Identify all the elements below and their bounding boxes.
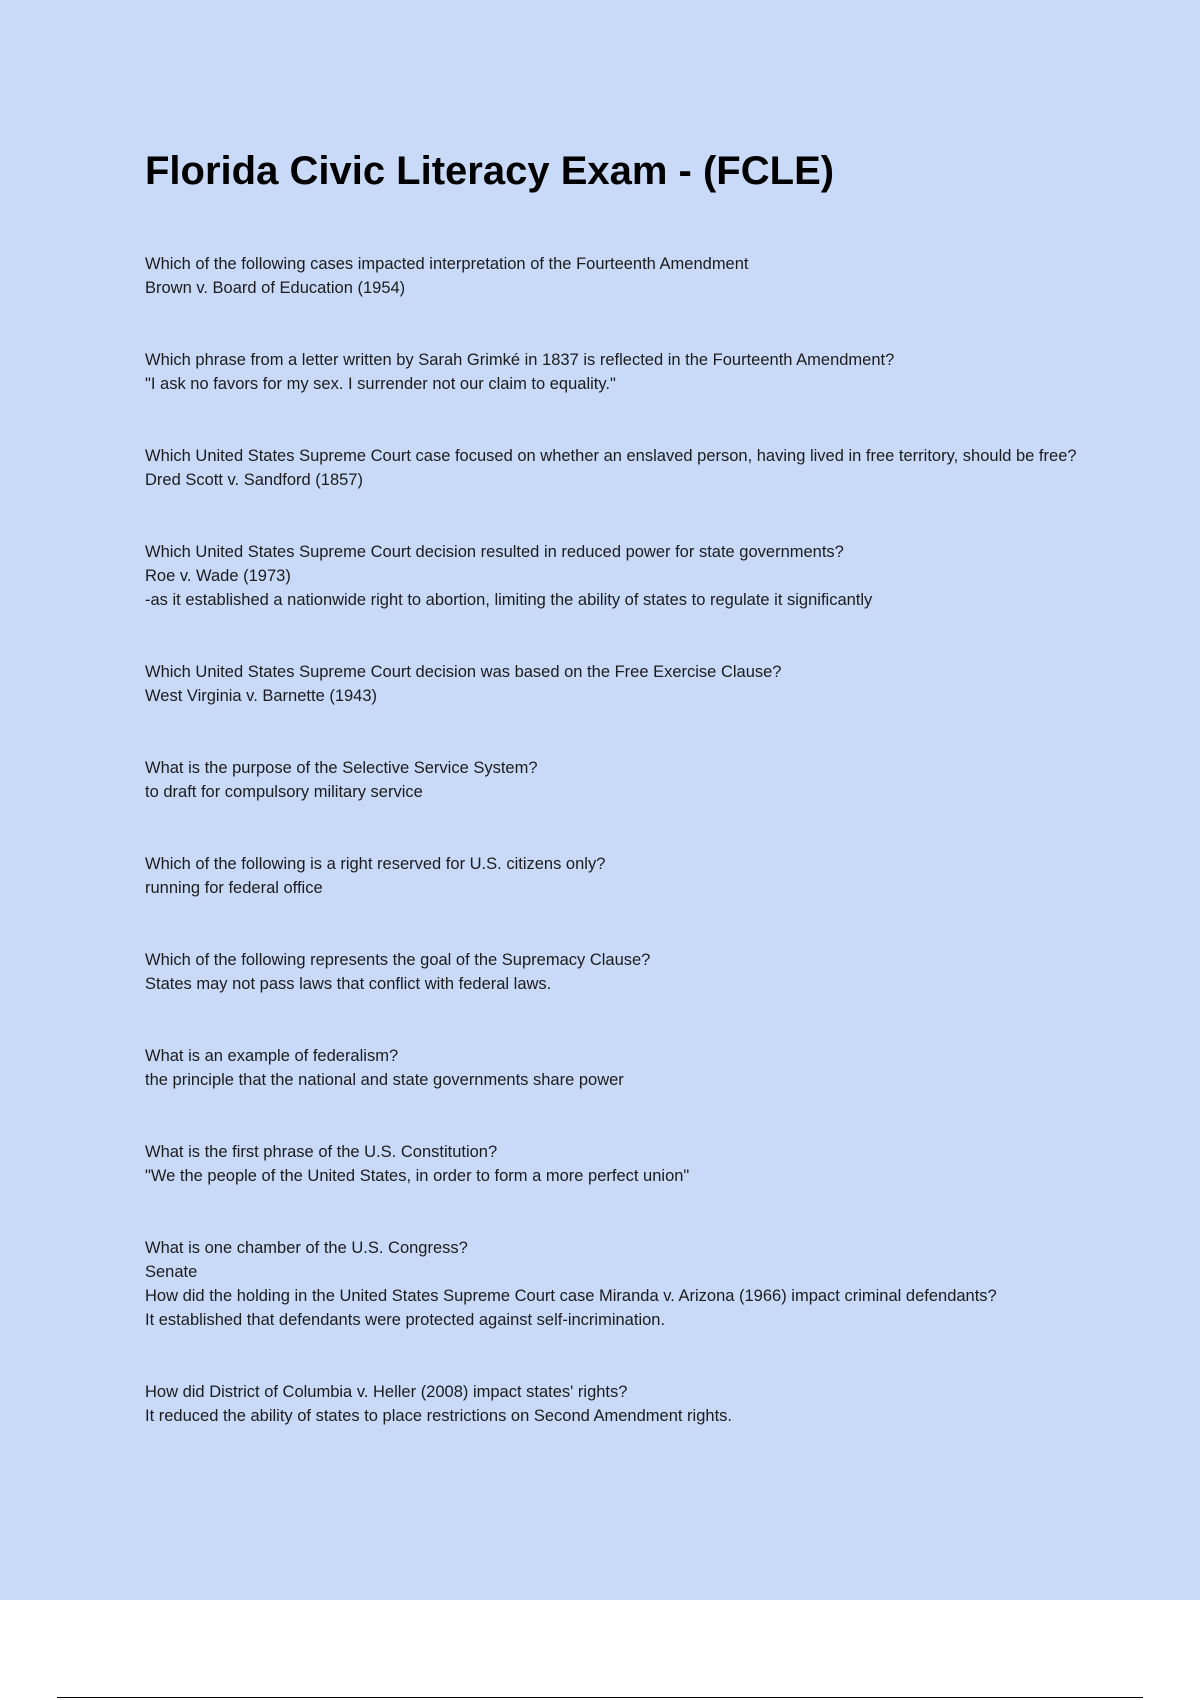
question-text: What is the first phrase of the U.S. Constitution? [145, 1143, 498, 1161]
qa-item [145, 1044, 1105, 1092]
qa-item [145, 852, 1105, 900]
qa-item [145, 540, 1105, 612]
qa-item [145, 348, 1105, 396]
qa-item [145, 756, 1105, 804]
question-text: Which phrase from a letter written by Sarah Grimké in 1837 is reflected in the Fourteenth Amendment? [145, 351, 895, 369]
qa-item [145, 1380, 1105, 1428]
qa-item [145, 948, 1105, 996]
question-text: Which United States Supreme Court decision resulted in reduced power for state governments? [145, 543, 844, 561]
question-text: Which of the following cases impacted interpretation of the Fourteenth Amendment [145, 255, 749, 273]
answer-text: the principle that the national and state governments share power [145, 1071, 624, 1089]
answer-text: "We the people of the United States, in order to form a more perfect union" [145, 1167, 690, 1185]
qa-item [145, 1236, 1105, 1332]
question-text: Which United States Supreme Court case focused on whether an enslaved person, having lived in free territory, should be free? [145, 447, 1077, 465]
qa-item [145, 252, 1105, 300]
answer-text: Dred Scott v. Sandford (1857) [145, 471, 363, 489]
answer-text: It reduced the ability of states to place restrictions on Second Amendment rights. [145, 1407, 732, 1425]
question-text: What is the purpose of the Selective Service System? [145, 759, 538, 777]
answer-text: to draft for compulsory military service [145, 783, 423, 801]
page-title: Florida Civic Literacy Exam - (FCLE) [145, 149, 835, 193]
question-text: Which United States Supreme Court decision was based on the Free Exercise Clause? [145, 663, 782, 681]
qa-item [145, 1140, 1105, 1188]
question-text: How did District of Columbia v. Heller (2008) impact states' rights? [145, 1383, 628, 1401]
answer-text: "I ask no favors for my sex. I surrender not our claim to equality." [145, 375, 616, 393]
answer-text: running for federal office [145, 879, 323, 897]
answer-text: Senate [145, 1263, 198, 1281]
answer-text: States may not pass laws that conflict with federal laws. [145, 975, 552, 993]
footer-divider [57, 1697, 1143, 1698]
question-text: Which of the following represents the goal of the Supremacy Clause? [145, 951, 651, 969]
answer-text: Roe v. Wade (1973) [145, 567, 291, 585]
qa-item [145, 444, 1105, 492]
answer-text: Brown v. Board of Education (1954) [145, 279, 406, 297]
question-text: Which of the following is a right reserved for U.S. citizens only? [145, 855, 606, 873]
question-text: What is an example of federalism? [145, 1047, 399, 1065]
answer-note: -as it established a nationwide right to abortion, limiting the ability of states to regulate it significantly [145, 591, 873, 609]
answer-text: West Virginia v. Barnette (1943) [145, 687, 378, 705]
answer-text: It established that defendants were protected against self-incrimination. [145, 1311, 666, 1329]
question-text: What is one chamber of the U.S. Congress? [145, 1239, 468, 1257]
qa-item [145, 660, 1105, 708]
document-content [145, 144, 1105, 1476]
question-text: How did the holding in the United States Supreme Court case Miranda v. Arizona (1966) impact criminal defendants? [145, 1287, 997, 1305]
